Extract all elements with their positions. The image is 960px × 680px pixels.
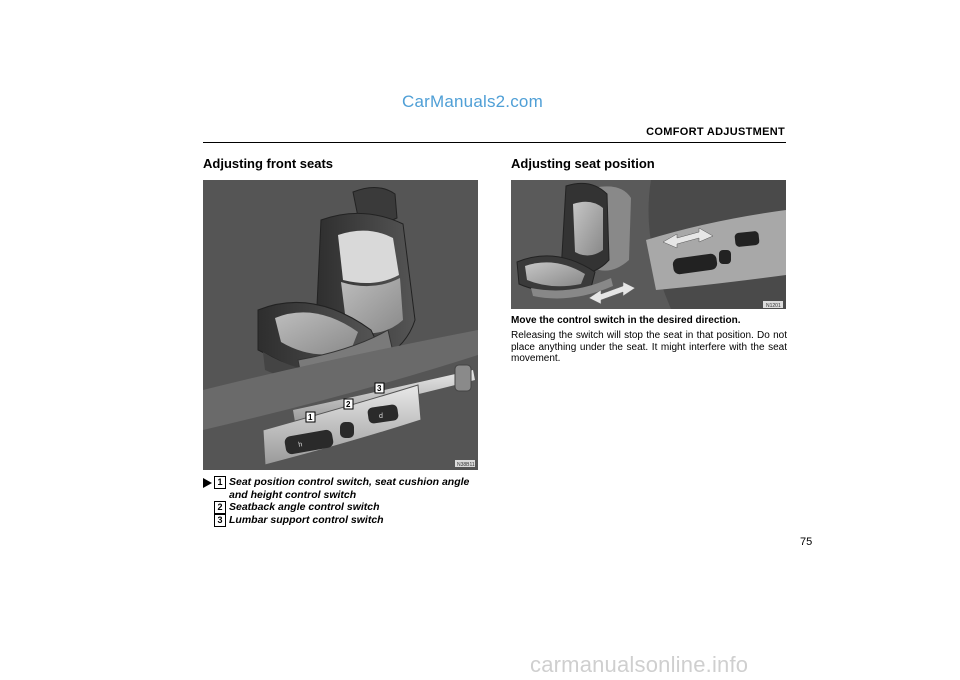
svg-text:1: 1	[308, 413, 313, 422]
callout-1	[306, 412, 315, 422]
seat-slide-illustration	[511, 180, 786, 309]
right-figure-code: N1201	[766, 303, 781, 309]
list-item	[203, 514, 483, 527]
item-number: 1	[214, 476, 226, 489]
item-text: Lumbar support control switch	[229, 513, 384, 526]
switch-list	[203, 476, 483, 526]
svg-text:2: 2	[346, 400, 351, 409]
right-heading: Adjusting seat position	[511, 156, 655, 171]
pointer-arrow-icon	[203, 478, 212, 488]
watermark-bottom[interactable]: carmanualsonline.info	[530, 652, 749, 677]
item-number: 3	[214, 514, 226, 527]
svg-text:d: d	[379, 413, 383, 420]
list-item	[203, 501, 483, 514]
svg-text:h: h	[297, 441, 303, 449]
section-header: COMFORT ADJUSTMENT	[646, 126, 785, 138]
callout-2	[344, 399, 353, 409]
item-text: Seatback angle control switch	[229, 501, 380, 513]
list-item	[203, 476, 483, 501]
body-text: Releasing the switch will stop the seat in that position. Do not place anything under the seat. It might interfere with the seat movement.	[511, 330, 787, 364]
page-number: 75	[800, 536, 813, 548]
watermark-top[interactable]: CarManuals2.com	[402, 92, 543, 111]
svg-text:3: 3	[377, 384, 382, 393]
left-heading: Adjusting front seats	[203, 156, 334, 171]
instruction-text: Move the control switch in the desired direction.	[511, 315, 741, 326]
left-figure-code: N38B11	[457, 462, 475, 468]
header-rule	[203, 142, 786, 143]
item-number: 2	[214, 501, 226, 514]
seat-illustration	[203, 180, 478, 470]
item-text: Seat position control switch, seat cushion angle and height control switch	[229, 476, 470, 501]
callout-3	[375, 383, 384, 393]
